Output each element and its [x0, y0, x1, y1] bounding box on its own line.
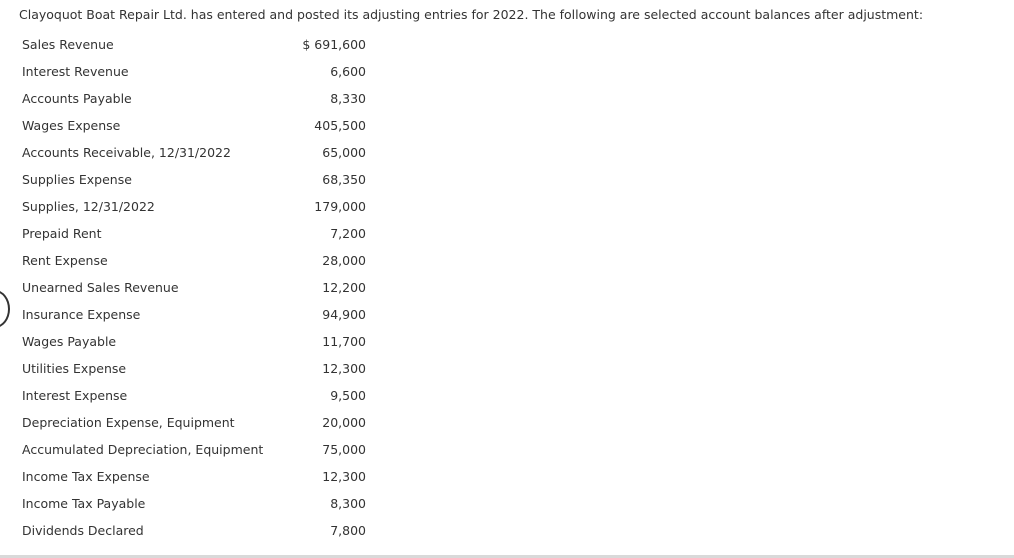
account-amount: 75,000	[322, 442, 366, 457]
account-row	[22, 31, 382, 58]
account-amount: 20,000	[322, 415, 366, 430]
account-name: Supplies Expense	[22, 172, 132, 187]
account-amount: 7,200	[330, 226, 366, 241]
account-name: Utilities Expense	[22, 361, 127, 376]
account-row	[22, 193, 382, 220]
account-row	[22, 328, 382, 355]
account-name: Interest Expense	[22, 388, 128, 403]
account-amount: 179,000	[314, 199, 366, 214]
account-row	[22, 139, 382, 166]
account-row	[22, 409, 382, 436]
account-row	[22, 274, 382, 301]
account-name: Insurance Expense	[22, 307, 141, 322]
account-row	[22, 220, 382, 247]
account-row	[22, 436, 382, 463]
account-row	[22, 85, 382, 112]
account-amount: 12,300	[322, 469, 366, 484]
account-row	[22, 517, 382, 544]
account-name: Interest Revenue	[22, 64, 129, 79]
account-amount: $ 691,600	[302, 37, 366, 52]
account-amount: 7,800	[330, 523, 366, 538]
account-amount: 94,900	[322, 307, 366, 322]
account-amount: 9,500	[330, 388, 366, 403]
side-handle-circle[interactable]	[0, 290, 10, 328]
account-amount: 28,000	[322, 253, 366, 268]
account-row	[22, 166, 382, 193]
problem-intro-text: Clayoquot Boat Repair Ltd. has entered and posted its adjusting entries for 2022. The following are selected account balances after adjustment:	[19, 7, 924, 22]
account-name: Prepaid Rent	[22, 226, 102, 241]
account-name: Income Tax Expense	[22, 469, 150, 484]
account-amount: 11,700	[322, 334, 366, 349]
account-row	[22, 58, 382, 85]
account-name: Dividends Declared	[22, 523, 144, 538]
account-name: Income Tax Payable	[22, 496, 146, 511]
account-amount: 65,000	[322, 145, 366, 160]
account-row	[22, 382, 382, 409]
account-name: Depreciation Expense, Equipment	[22, 415, 235, 430]
account-name: Sales Revenue	[22, 37, 114, 52]
account-name: Wages Payable	[22, 334, 117, 349]
account-row	[22, 490, 382, 517]
account-amount: 8,300	[330, 496, 366, 511]
account-name: Accounts Receivable, 12/31/2022	[22, 145, 231, 160]
account-row	[22, 247, 382, 274]
account-row	[22, 463, 382, 490]
account-row	[22, 355, 382, 382]
account-amount: 8,330	[330, 91, 366, 106]
account-amount: 405,500	[314, 118, 366, 133]
account-amount: 68,350	[322, 172, 366, 187]
account-amount: 6,600	[330, 64, 366, 79]
account-name: Rent Expense	[22, 253, 108, 268]
account-name: Accounts Payable	[22, 91, 132, 106]
account-name: Unearned Sales Revenue	[22, 280, 179, 295]
account-name: Supplies, 12/31/2022	[22, 199, 155, 214]
account-row	[22, 301, 382, 328]
account-row	[22, 112, 382, 139]
account-amount: 12,200	[322, 280, 366, 295]
account-name: Wages Expense	[22, 118, 121, 133]
account-amount: 12,300	[322, 361, 366, 376]
account-balances-table	[22, 31, 382, 544]
account-name: Accumulated Depreciation, Equipment	[22, 442, 264, 457]
